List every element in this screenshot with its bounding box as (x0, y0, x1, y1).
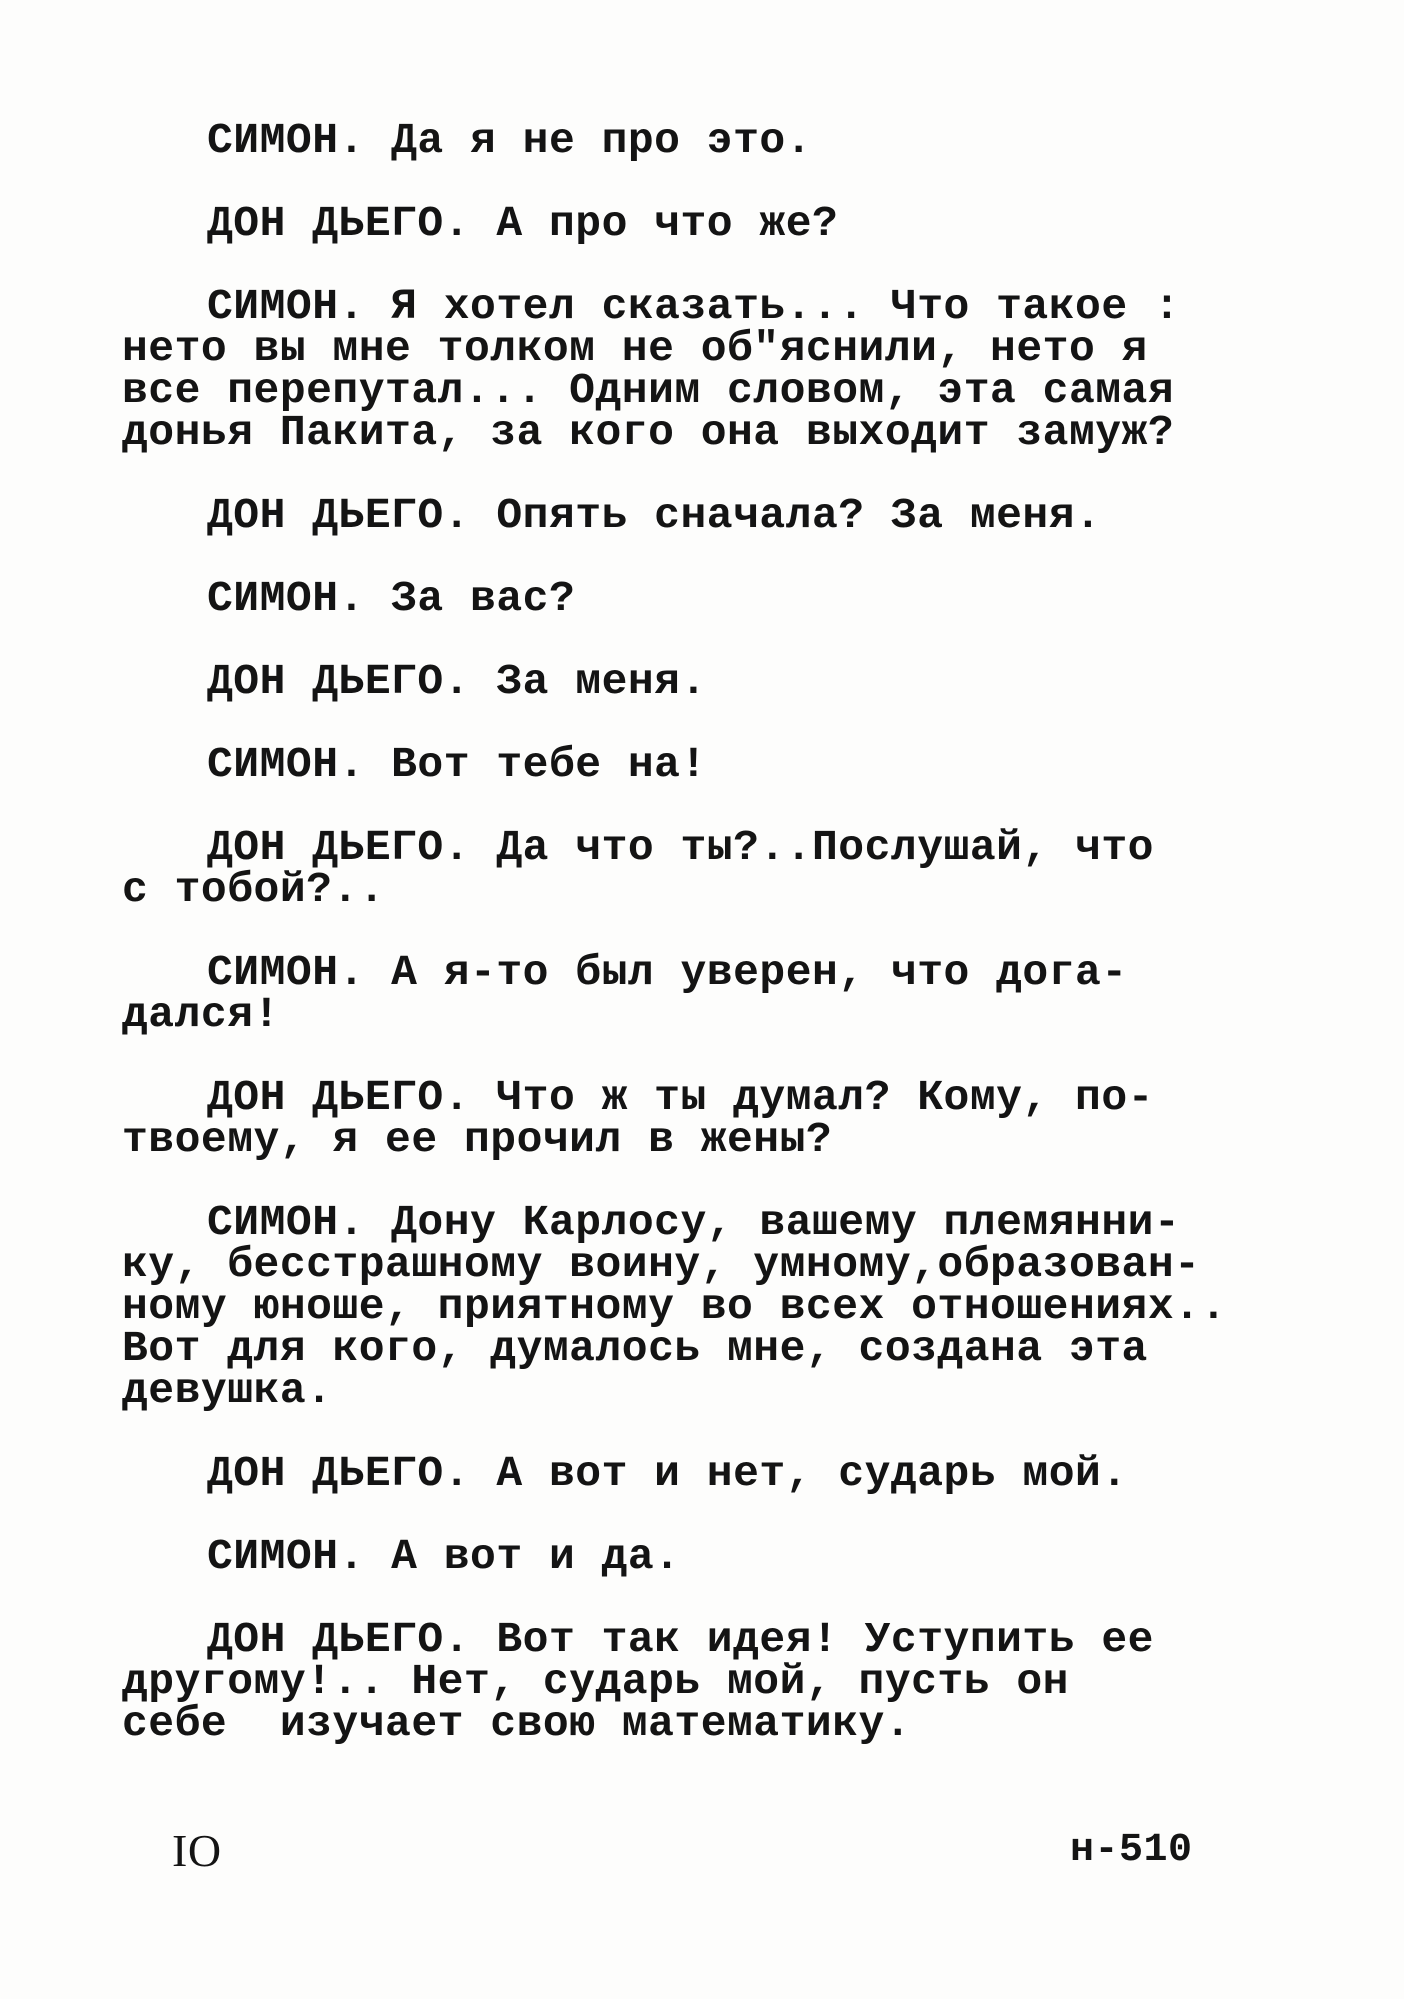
dialogue-line (122, 491, 1302, 540)
text-line: ДОН ДЬЕГО. За меня. (207, 657, 707, 706)
dialogue-line (122, 657, 1302, 706)
dialogue-line (122, 282, 1302, 457)
text-line: СИМОН. За вас? (207, 574, 576, 623)
text-line: донья Пакита, за кого она выходит замуж? (122, 408, 1175, 457)
dialogue-line (122, 116, 1302, 165)
text-line: твоему, я ее прочил в жены? (122, 1115, 833, 1164)
text-line: ку, бесстрашному воину, умному,образован- (122, 1240, 1201, 1289)
text-line: СИМОН. Я хотел сказать... Что такое : (207, 282, 1181, 331)
page-number: IO (172, 1825, 222, 1876)
text-line: другому!.. Нет, сударь мой, пусть он (122, 1657, 1069, 1706)
text-line: ДОН ДЬЕГО. А вот и нет, сударь мой. (207, 1449, 1128, 1498)
dialogue-line (122, 740, 1302, 789)
dialogue-line (122, 199, 1302, 248)
text-line: СИМОН. А вот и да. (207, 1532, 681, 1581)
text-line: себе изучает свою математику. (122, 1699, 912, 1748)
text-line: ДОН ДЬЕГО. Вот так идея! Уступить ее (207, 1615, 1154, 1664)
dialogue-line (122, 1449, 1302, 1498)
text-line: ДОН ДЬЕГО. А про что же? (207, 199, 839, 248)
text-line: СИМОН. А я-то был уверен, что дога- (207, 948, 1128, 997)
text-line: девушка. (122, 1366, 333, 1415)
dialogue-line (122, 1198, 1302, 1415)
text-line: ному юноше, приятному во всех отношениях.. (122, 1282, 1227, 1331)
text-line: Вот для кого, думалось мне, создана эта (122, 1324, 1148, 1373)
text-line: СИМОН. Да я не про это. (207, 116, 812, 165)
text-line: СИМОН. Вот тебе на! (207, 740, 707, 789)
text-line: СИМОН. Дону Карлосу, вашему племянни- (207, 1198, 1181, 1247)
text-line: ДОН ДЬЕГО. Да что ты?..Послушай, что (207, 823, 1154, 872)
text-line: нето вы мне толком не об"яснили, нето я (122, 324, 1148, 373)
dialogue-line (122, 1073, 1302, 1164)
text-line: дался! (122, 990, 280, 1039)
dialogue-text (122, 116, 1302, 1786)
dialogue-line (122, 1532, 1302, 1581)
dialogue-line (122, 574, 1302, 623)
text-line: ДОН ДЬЕГО. Опять сначала? За меня. (207, 491, 1102, 540)
text-line: все перепутал... Одним словом, эта самая (122, 366, 1175, 415)
text-line: ДОН ДЬЕГО. Что ж ты думал? Кому, по- (207, 1073, 1154, 1122)
text-line: с тобой?.. (122, 865, 386, 914)
dialogue-line (122, 948, 1302, 1039)
dialogue-line (122, 1615, 1302, 1748)
catalog-number: н-510 (1070, 1828, 1193, 1873)
dialogue-line (122, 823, 1302, 914)
